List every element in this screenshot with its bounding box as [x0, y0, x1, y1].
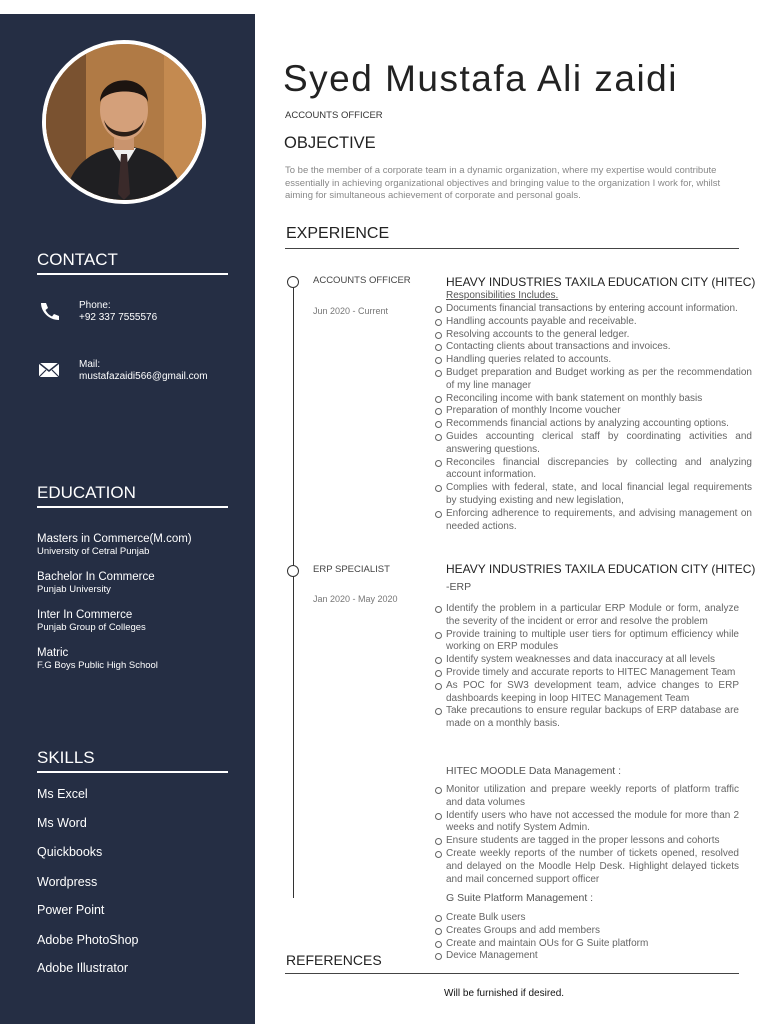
education-school: University of Cetral Punjab — [37, 546, 150, 557]
education-degree: Masters in Commerce(M.com) — [37, 533, 192, 545]
profile-photo — [42, 40, 206, 204]
education-school: Punjab University — [37, 584, 111, 595]
education-school: F.G Boys Public High School — [37, 660, 158, 671]
list-item: Handling accounts payable and receivable. — [446, 316, 752, 329]
moodle-bullets — [446, 784, 739, 886]
list-item: Preparation of monthly Income voucher — [446, 405, 752, 418]
experience-heading: EXPERIENCE — [286, 225, 390, 242]
mail-icon — [38, 360, 60, 380]
list-item: Provide training to multiple user tiers for optimum efficiency while working on ERP modules — [446, 628, 739, 653]
gsuite-heading: G Suite Platform Management : — [446, 892, 594, 904]
responsibilities-label: Responsibilities Includes. — [446, 290, 559, 301]
timeline-marker — [287, 565, 299, 577]
moodle-heading: HITEC MOODLE Data Management : — [446, 765, 622, 777]
education-divider — [37, 506, 228, 508]
job-title: ACCOUNTS OFFICER — [285, 110, 383, 121]
job-bullets — [446, 303, 752, 533]
gsuite-bullets — [446, 912, 739, 963]
job-subtitle: -ERP — [446, 581, 472, 593]
education-heading: EDUCATION — [37, 483, 136, 502]
references-text: Will be furnished if desired. — [444, 988, 565, 999]
skill-item: Ms Excel — [37, 787, 88, 801]
education-degree: Matric — [37, 647, 69, 659]
list-item: Create and maintain OUs for G Suite platform — [446, 938, 739, 951]
job-dates: Jan 2020 - May 2020 — [313, 594, 398, 604]
contact-heading: CONTACT — [37, 250, 118, 269]
job-dates: Jun 2020 - Current — [313, 306, 389, 316]
education-item — [37, 609, 146, 633]
experience-divider — [285, 248, 739, 249]
person-photo-icon — [46, 44, 202, 200]
skills-divider — [37, 771, 228, 773]
education-item — [37, 533, 192, 557]
references-divider — [285, 973, 739, 974]
timeline-line — [293, 282, 294, 898]
list-item: Contacting clients about transactions and invoices. — [446, 341, 752, 354]
list-item: Resolving accounts to the general ledger. — [446, 329, 752, 342]
list-item: Provide timely and accurate reports to HITEC Management Team — [446, 667, 739, 680]
list-item: Recommends financial actions by analyzing accounting options. — [446, 418, 752, 431]
list-item: Ensure students are tagged in the proper lessons and cohorts — [446, 835, 739, 848]
objective-text: To be the member of a corporate team in a dynamic organization, where my expertise would contribute essentially in achieving organizational objectives and bringing value to the organization I work for, whilst aiming for simultaneous achievement of corporate and personal goals. — [285, 165, 721, 201]
phone-label: Phone: — [79, 300, 111, 311]
list-item: Budget preparation and Budget working as per the recommendation of my line manager — [446, 366, 752, 391]
list-item: Take precautions to ensure regular backups of ERP database are made on a monthly basis. — [446, 705, 739, 730]
candidate-name: Syed Mustafa Ali zaidi — [283, 58, 678, 99]
list-item: Enforcing adherence to requirements, and advising management on needed actions. — [446, 507, 752, 532]
list-item: Handling queries related to accounts. — [446, 354, 752, 367]
education-item — [37, 571, 155, 595]
mail-address: mustafazaidi566@gmail.com — [79, 371, 208, 382]
skill-item: Wordpress — [37, 875, 98, 889]
job-role: ERP SPECIALIST — [313, 564, 390, 575]
job-company: HEAVY INDUSTRIES TAXILA EDUCATION CITY (HITEC) — [446, 562, 756, 576]
job-bullets — [446, 603, 739, 731]
education-school: Punjab Group of Colleges — [37, 622, 146, 633]
list-item: Documents financial transactions by entering account information. — [446, 303, 752, 316]
list-item: Create weekly reports of the number of tickets opened, resolved and delayed on the Moodle Help Desk. Highlight delayed tickets and mail concerned support officer — [446, 847, 739, 885]
phone-number: +92 337 7555576 — [79, 312, 158, 323]
list-item: Identify the problem in a particular ERP Module or form, analyze the severity of the incident or error and resolve the problem — [446, 603, 739, 627]
list-item: Reconciling income with bank statement on monthly basis — [446, 393, 752, 406]
list-item: Monitor utilization and prepare weekly reports of platform traffic and data volumes — [446, 784, 739, 808]
education-item — [37, 647, 158, 671]
education-degree: Inter In Commerce — [37, 609, 133, 621]
list-item: Device Management — [446, 950, 739, 963]
skill-item: Quickbooks — [37, 845, 103, 859]
list-item: Create Bulk users — [446, 912, 739, 925]
skill-item: Power Point — [37, 903, 105, 917]
objective-heading: OBJECTIVE — [284, 134, 376, 152]
list-item: Reconciles financial discrepancies by collecting and analyzing account information. — [446, 456, 752, 481]
list-item: As POC for SW3 development team, advice changes to ERP dashboards keeping in loop HITEC Management Team — [446, 679, 739, 704]
list-item: Identify system weaknesses and data inaccuracy at all levels — [446, 654, 739, 667]
skill-item: Adobe PhotoShop — [37, 933, 139, 947]
skill-item: Adobe Illustrator — [37, 961, 129, 975]
timeline-marker — [287, 276, 299, 288]
job-company: HEAVY INDUSTRIES TAXILA EDUCATION CITY (HITEC) — [446, 275, 756, 289]
skill-item: Ms Word — [37, 816, 87, 830]
list-item: Complies with federal, state, and local financial legal requirements by studying existing and new legislation, — [446, 482, 752, 506]
contact-divider — [37, 273, 228, 275]
references-heading: REFERENCES — [286, 952, 382, 968]
list-item: Creates Groups and add members — [446, 925, 739, 938]
list-item: Identify users who have not accessed the module for more than 2 weeks and notify System Admin. — [446, 809, 739, 834]
phone-icon — [38, 301, 60, 321]
education-degree: Bachelor In Commerce — [37, 571, 155, 583]
job-role: ACCOUNTS OFFICER — [313, 275, 411, 286]
list-item: Guides accounting clerical staff by coordinating activities and answering questions. — [446, 430, 752, 455]
skills-heading: SKILLS — [37, 748, 95, 767]
mail-label: Mail: — [79, 359, 101, 370]
